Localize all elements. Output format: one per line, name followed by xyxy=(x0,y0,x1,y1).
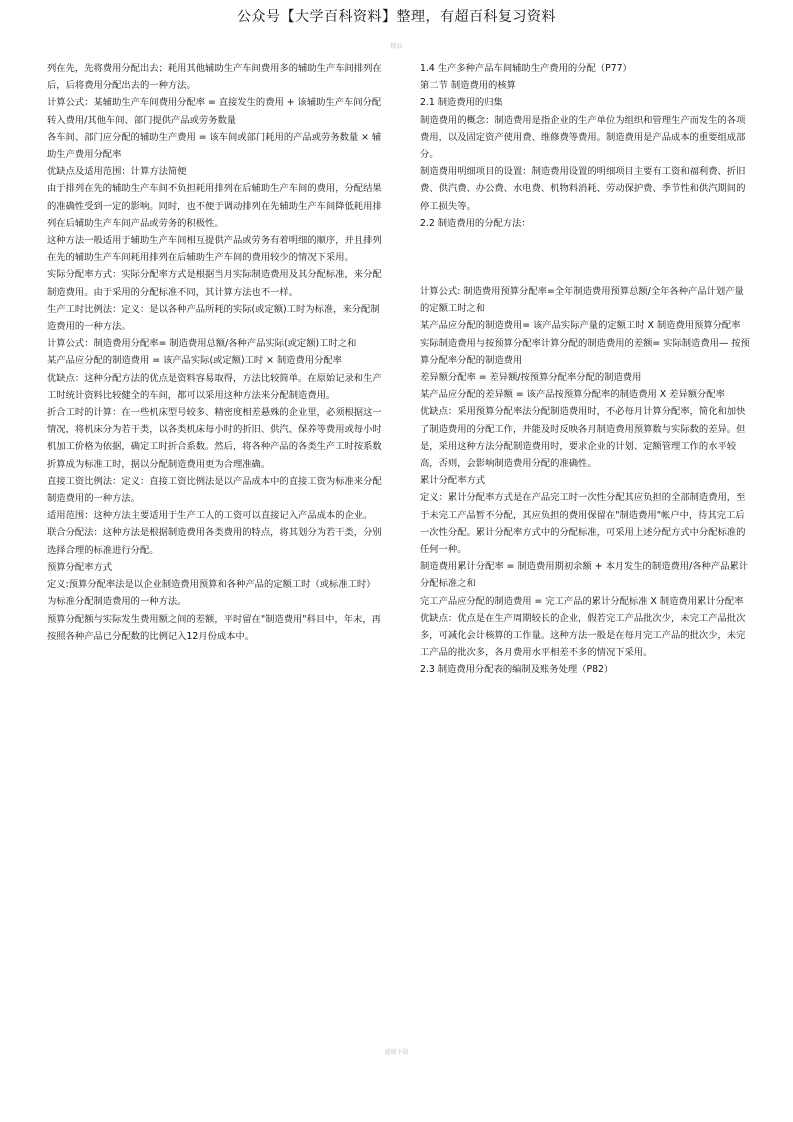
paragraph: 优缺点及适用范围：计算方法简便 xyxy=(47,166,187,178)
paragraph: 生产工时比例法：定义：是以各种产品所耗的实际(或定额)工时为标准，来分配制造费用的一种方法。 xyxy=(47,303,380,333)
paragraph: 差异额分配率 = 差异额/按预算分配率分配的制造费用 xyxy=(420,372,642,384)
paragraph: 定义:预算分配率法是以企业制造费用预算和各种产品的定额工时（或标准工时）为标准分配制造费用的一种方法。 xyxy=(47,579,376,608)
paragraph: 由于排列在先的辅助生产车间不负担耗用排列在后辅助生产车间的费用，分配结果的准确性受到一定的影响。同时，也不便于调动排列在先辅助生产车间降低耗用排列在后辅助生产车间产品或劳务的积极性。 xyxy=(47,183,382,229)
paragraph: 某产品应分配的差异额 = 该产品按预算分配率的制造费用 X 差异额分配率 xyxy=(420,389,725,401)
right-column-top xyxy=(420,60,750,232)
paragraph: 适用范围：这种方法主要适用于生产工人的工资可以直接记入产品成本的企业。 xyxy=(47,510,373,522)
left-column xyxy=(47,60,383,645)
paragraph: 列在先，先将费用分配出去；耗用其他辅助生产车间费用多的辅助生产车间排列在后，后将费用分配出去的一种方法。 xyxy=(47,63,382,92)
paragraph: 定义：累计分配率方式是在产品完工时一次性分配其应负担的全部制造费用，至于未完工产品暂不分配，其应负担的费用保留在"制造费用"帐户中，待其完工后一次性分配。累计分配率方式中的分配标准，可采用上述分配方式中分配标准的任何一种。 xyxy=(420,492,746,556)
paragraph: 制造费用累计分配率 = 制造费用期初余额 + 本月发生的制造费用/各种产品累计分配标准之和 xyxy=(420,561,749,590)
paragraph: 优缺点：采用预算分配率法分配制造费用时，不必每月计算分配率，简化和加快了制造费用的分配工作，并能及时反映各月制造费用预算数与实际数的差异。但是，采用这种方法分配制造费用时，要求企业的计划、定额管理工作的水平较高，否则，会影响制造费用分配的准确性。 xyxy=(420,406,746,470)
paragraph: 完工产品应分配的制造费用 = 完工产品的累计分配标准 X 制造费用累计分配率 xyxy=(420,595,744,607)
paragraph: 联合分配法：这种方法是根据制造费用各类费用的特点，将其划分为若干类，分别选择合理的标准进行分配。 xyxy=(47,527,382,556)
paragraph: 计算公式: 制造费用预算分配率=全年制造费用预算总额/全年各种产品计划产量的定额工时之和 xyxy=(420,286,744,315)
section-heading: 2.1 制造费用的归集 xyxy=(420,97,503,109)
section-heading: 预算分配率方式 xyxy=(47,561,113,573)
paragraph: 各车间、部门应分配的辅助生产费用 = 该车间或部门耗用的产品或劳务数量 × 辅助生产费用分配率 xyxy=(47,131,382,161)
section-heading: 2.2 制造费用的分配方法： xyxy=(420,217,531,229)
section-heading: 累计分配率方式 xyxy=(420,475,486,487)
header-watermark: 精品 xyxy=(390,43,403,50)
paragraph: 某产品应分配的制造费用= 该产品实际产量的定额工时 X 制造费用预算分配率 xyxy=(420,320,741,332)
paragraph: 实际分配率方式：实际分配率方式是根据当月实际制造费用及其分配标准，来分配制造费用。由于采用的分配标准不同，其计算方法也不一样。 xyxy=(47,269,382,298)
paragraph: 制造费用的概念：制造费用是指企业的生产单位为组织和管理生产而发生的各项费用，以及固定资产使用费、维修费等费用。制造费用是产品成本的重要组成部分。 xyxy=(420,114,746,161)
section-heading: 2.3 制造费用分配表的编制及账务处理（P82） xyxy=(420,664,614,676)
footer-watermark: 感谢下载 xyxy=(384,1049,409,1056)
paragraph: 直接工资比例法：定义：直接工资比例法是以产品成本中的直接工资为标准来分配制造费用的一种方法。 xyxy=(47,475,382,505)
paragraph: 优缺点：这种分配方法的优点是资料容易取得，方法比较简单。在原始记录和生产工时统计资料比较健全的车间，都可以采用这种方法来分配制造费用。 xyxy=(47,372,382,401)
paragraph: 实际制造费用与按预算分配率计算分配的制造费用的差额= 实际制造费用— 按预算分配率分配的制造费用 xyxy=(420,337,750,366)
paragraph: 制造费用明细项目的设置：制造费用设置的明细项目主要有工资和福利费、折旧费、供汽费、办公费、水电费、机物料消耗、劳动保护费、季节性和供汽期间的停工损失等。 xyxy=(420,166,746,212)
paragraph: 某产品应分配的制造费用 = 该产品实际(或定额)工时 × 制造费用分配率 xyxy=(47,355,342,367)
section-heading: 第二节 制造费用的核算 xyxy=(420,80,516,92)
paragraph: 优缺点：优点是在生产周期较长的企业，假若完工产品批次少，未完工产品批次多，可减化会计核算的工作量。这种方法一般是在每月完工产品的批次少，未完工产品的批次多，各月费用水平相差不多的情况下采用。 xyxy=(420,612,746,659)
paragraph: 折合工时的计算：在一些机床型号较多、精密度相差悬殊的企业里，必须根据这一情况，将机床分为若干类，以各类机床每小时的折旧、供汽、保养等费用或每小时机加工价格为依据，确定工时折合系数。然后，将各种产品的各类生产工时按系数折算成为标准工时，据以分配制造费用更为合理准确。 xyxy=(47,407,382,470)
paragraph: 计算公式：某辅助生产车间费用分配率 = 直接发生的费用 + 该辅助生产车间分配转入费用/其他车间、部门提供产品或劳务数量 xyxy=(47,97,382,126)
paragraph: 预算分配额与实际发生费用额之间的差额，平时留在"制造费用"科目中，年末，再按照各种产品已分配数的比例记入12月份成本中。 xyxy=(47,613,381,642)
page-header-title: 公众号【大学百科资料】整理，有超百科复习资料 xyxy=(237,9,556,25)
right-column-bottom xyxy=(420,283,750,679)
paragraph: 计算公式：制造费用分配率= 制造费用总额/各种产品实际(或定额)工时之和 xyxy=(47,338,357,350)
section-heading: 1.4 生产多种产品车间辅助生产费用的分配（P77） xyxy=(420,63,632,74)
paragraph: 这种方法一般适用于辅助生产车间相互提供产品或劳务有着明细的顺序，并且排列在先的辅助生产车间耗用排列在后辅助生产车间的费用较少的情况下采用。 xyxy=(47,235,382,264)
